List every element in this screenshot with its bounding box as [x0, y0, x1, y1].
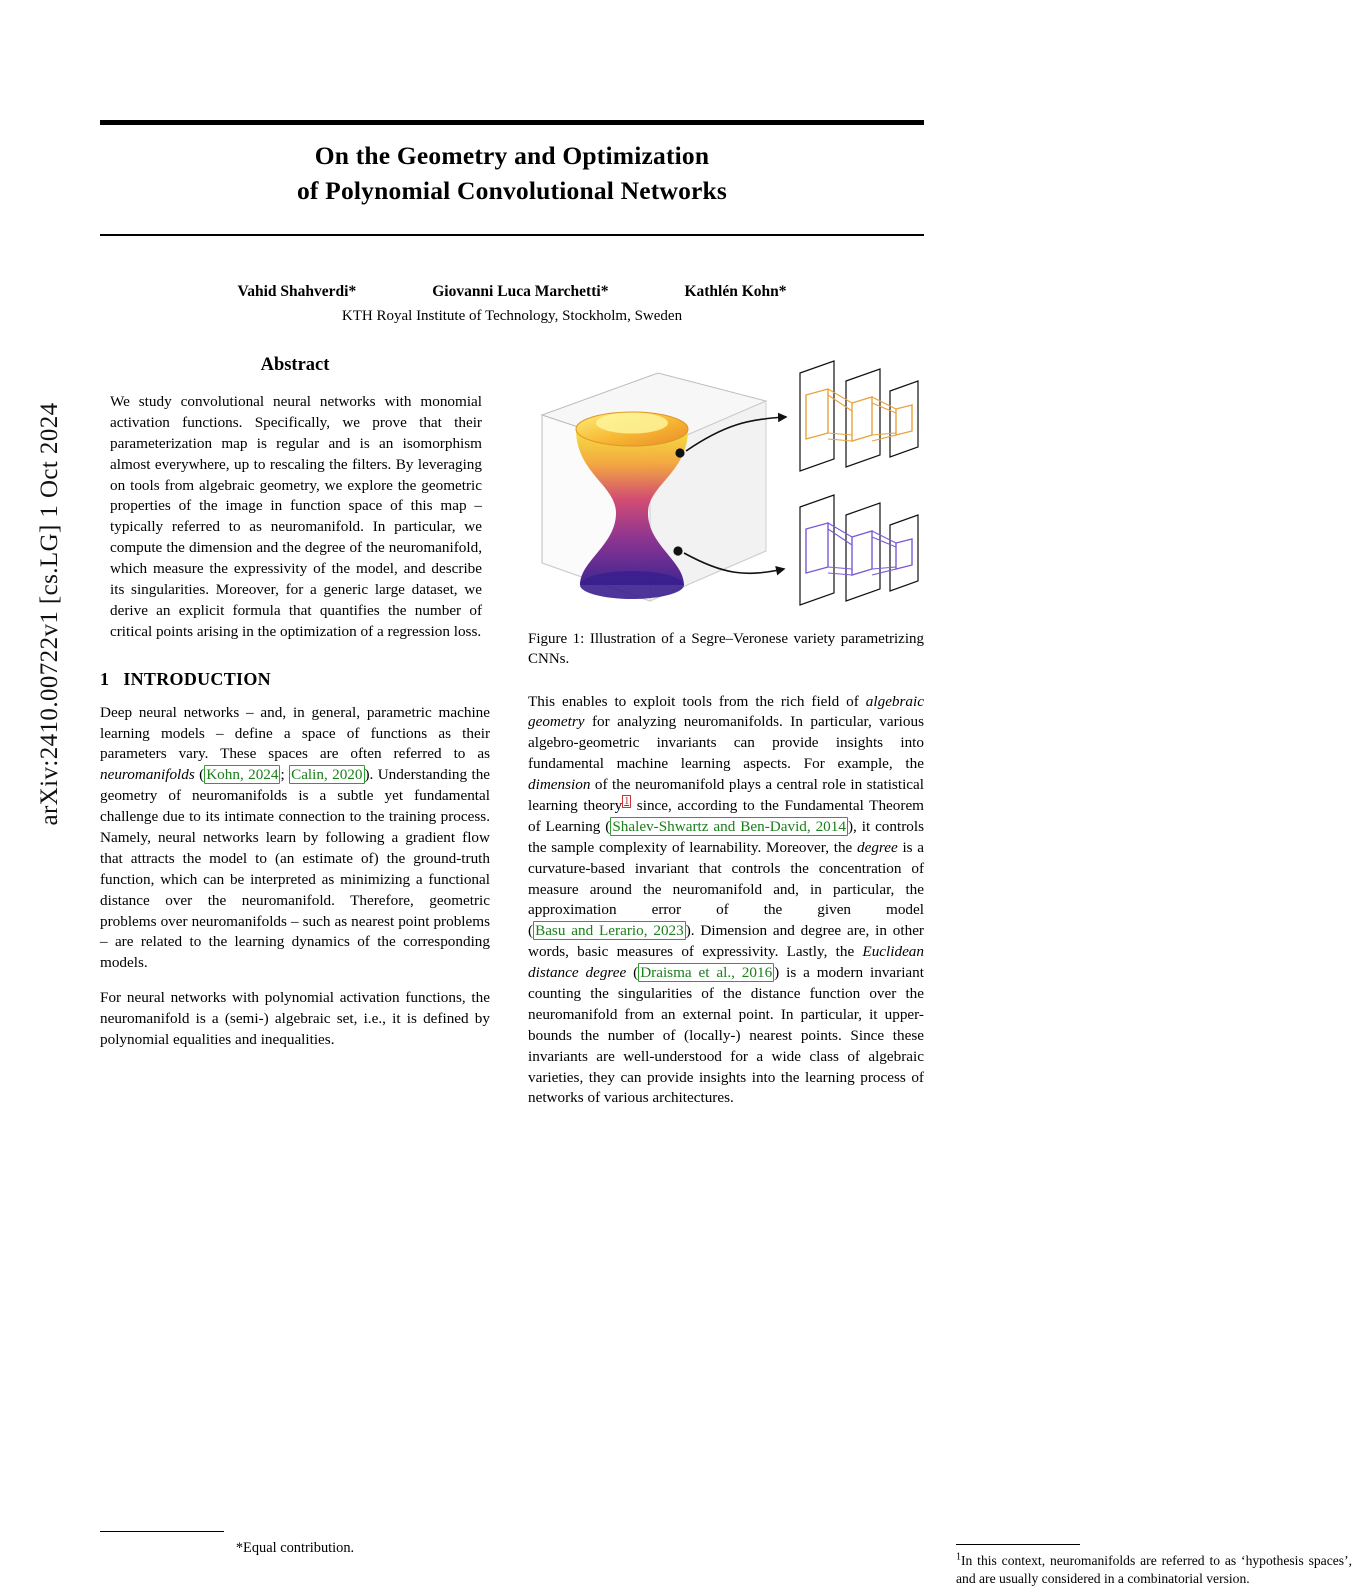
intro-paragraph-1 [100, 703, 490, 975]
abstract-heading: Abstract [260, 355, 330, 375]
footnote-reference-1[interactable]: 1 [624, 795, 630, 807]
figure-1-caption [528, 629, 924, 670]
intro-p1-part-b: ( [194, 766, 205, 784]
right-column [528, 355, 1352, 1587]
rp1-a: This enables to exploit tools from the rich field of [528, 692, 866, 710]
cnn-diagram-orange [800, 361, 918, 471]
cnn-diagram-purple [800, 495, 918, 605]
author-1: Vahid Shahverdi* [237, 283, 357, 300]
footnote-equal-contribution: *Equal contribution. [235, 1540, 355, 1557]
rp1-f: is a curvature-based invariant that controls the concentration of measure around the neuromanifold and, in particular, the approximation error of the given model ( [528, 838, 924, 940]
left-column [100, 355, 491, 1557]
rp1-italic-dimension: dimension [528, 776, 591, 794]
header-rule-bottom [100, 234, 924, 236]
rp1-j: ) is a modern invariant counting the singularities of the distance function over the neuromanifold from an external point. In particular, it upper-bounds the number of (locally-) nearest points. Since these invariants are well-understood for a wide class of algebraic varieties, they can provide insights into the learning process of networks of various architectures. [528, 964, 924, 1107]
intro-p1-italic: neuromanifolds [100, 766, 195, 784]
footnote-divider-left [100, 1531, 224, 1532]
citation-calin-2020[interactable]: Calin, 2020 [291, 766, 363, 784]
author-2: Giovanni Luca Marchetti* [432, 283, 609, 300]
figure-1-image [528, 355, 924, 623]
title-line-2: of Polynomial Convolutional Networks [296, 176, 728, 206]
header-rule-top [100, 120, 924, 125]
citation-basu-lerario-2023[interactable]: Basu and Lerario, 2023 [535, 922, 684, 940]
rp1-b: for analyzing neuromanifolds. In particular, various algebro-geometric invariants can provide insights into fundamental machine learning aspects. For example, the [528, 713, 924, 773]
rp1-h: ( [626, 964, 639, 982]
footnote-divider-right [956, 1544, 1080, 1545]
citation-draisma-et-al-2016[interactable]: Draisma et al., 2016 [640, 964, 773, 982]
footnote-1-text: In this context, neuromanifolds are referred to as ‘hypothesis spaces’, and are usually considered in a combinatorial version. [956, 1553, 1352, 1587]
arxiv-stamp: arXiv:2410.00722v1 [cs.LG] 1 Oct 2024 [36, 402, 63, 826]
marked-point-bottom [673, 546, 682, 555]
left-footnote-area [100, 1527, 490, 1558]
author-block [100, 283, 924, 325]
author-3: Kathlén Kohn* [684, 283, 787, 300]
section-title: INTRODUCTION [123, 668, 271, 689]
title-line-1: On the Geometry and Optimization [314, 141, 710, 170]
rp1-g: ). Dimension and degree are, in other words, basic measures of expressivity. Lastly, the [528, 922, 924, 961]
page-title [100, 138, 924, 208]
section-heading-introduction [100, 669, 490, 690]
segre-veronese-illustration [528, 355, 924, 623]
paper-content [100, 0, 1352, 1587]
rp1-c: of the neuromanifold plays a central role in statistical learning theory [528, 776, 924, 814]
intro-p1-sep: ; [280, 766, 290, 784]
rp1-e: ), it controls the sample complexity of learnability. Moreover, the [528, 817, 924, 856]
author-names [100, 283, 924, 301]
intro-paragraph-2: For neural networks with polynomial activation functions, the neuromanifold is a (semi-) algebraic set, i.e., it is defined by polynomial equalities and inequalities. [100, 989, 490, 1049]
rp1-italic-degree: degree [856, 838, 898, 856]
marked-point-top [675, 448, 684, 457]
intro-p1-part-a: Deep neural networks – and, in general, parametric machine learning models – define a space of functions as their parameters vary. These spaces are often referred to as [100, 703, 490, 763]
right-footnote-area [956, 1540, 1352, 1588]
citation-kohn-2024[interactable]: Kohn, 2024 [206, 766, 279, 784]
affiliation: KTH Royal Institute of Technology, Stockholm, Sweden [341, 308, 683, 324]
right-paragraph-1 [528, 692, 924, 1110]
footnote-1-marker: 1 [956, 1551, 961, 1563]
rp1-d: since, according to the Fundamental Theorem of Learning ( [528, 796, 924, 835]
citation-shalev-shwartz-ben-david-2014[interactable]: Shalev-Shwartz and Ben-David, 2014 [612, 817, 846, 835]
figure-caption-text: Illustration of a Segre–Veronese variety parametrizing CNNs. [528, 631, 924, 668]
rp1-italic-algebraic-geometry: algebraic geometry [528, 692, 924, 731]
rp1-italic-euclidean-distance-degree: Euclidean distance degree [528, 943, 924, 982]
footnote-1 [956, 1552, 1352, 1588]
abstract-body [100, 392, 490, 643]
abstract-text: We study convolutional neural networks with monomial activation functions. Specifically, we prove that their parameterization map is regular and is an isomorphism almost everywhere, up to rescaling the filters. By leveraging on tools from algebraic geometry, we explore the geometric properties of the image in function space of this map – typically referred to as neuromanifold. In particular, we compute the dimension and the degree of the neuromanifold, which measure the expressivity of the model, and describe its singularities. Moreover, for a generic large dataset, we derive an explicit formula that quantifies the number of critical points arising in the optimization of a regression loss. [110, 393, 482, 640]
figure-caption-label: Figure 1: [528, 631, 585, 647]
section-number: 1 [100, 668, 110, 689]
intro-p1-part-c: ). Understanding the geometry of neuromanifolds is a subtle yet fundamental challenge due to its intimate connection to the training process. Namely, neural networks learn by following a gradient flow that attracts the model to (an estimate of) the ground-truth function, which can be interpreted as minimizing a functional distance over the neuromanifold. Therefore, geometric problems over neuromanifolds – such as nearest point problems – are related to the learning dynamics of the corresponding models. [100, 766, 491, 972]
